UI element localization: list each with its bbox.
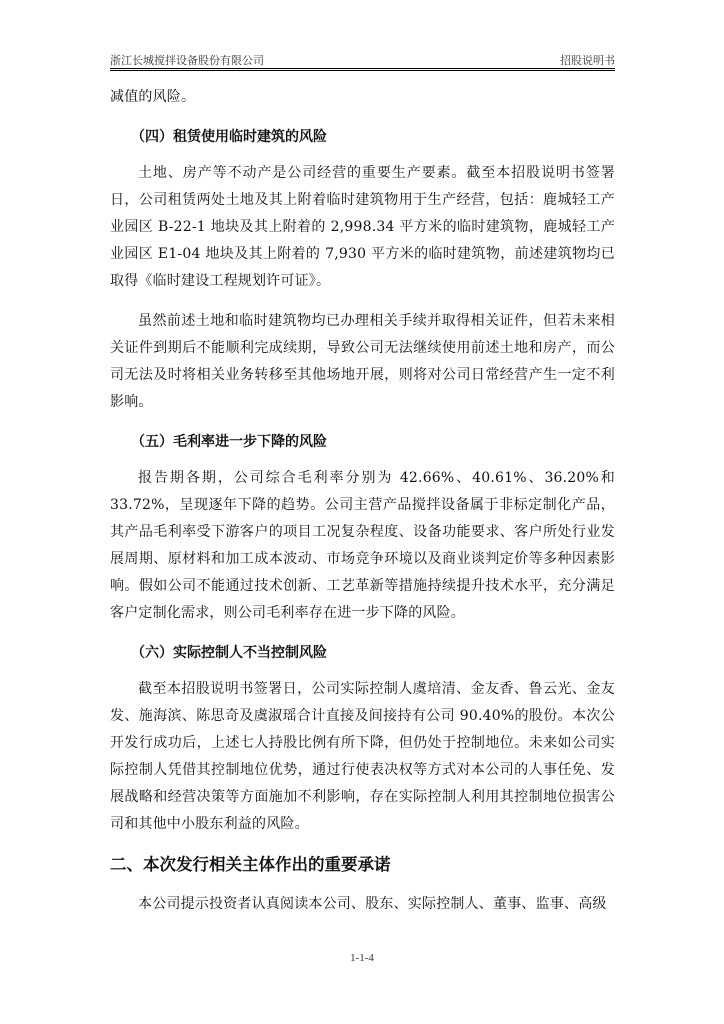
document-body [110,84,615,931]
subheading-control-risk: （六）实际控制人不当控制风险 [131,645,327,661]
page-header [110,50,615,68]
paragraph-lease-1: 土地、房产等不动产是公司经营的重要生产要素。截至本招股说明书签署日，公司租赁两处土地及其上附着临时建筑物用于生产经营，包括：鹿城轻工产业园区 B-22-1 地块及其上附着的 2,998.34 平方米的临时建筑物，鹿城轻工产业园区 E1-04 地块及其上附着的 7,930 平方米的临时建筑物，前述建筑物均已取得《临时建设工程规划许可证》。 [110,165,615,289]
page-number: 1-1-4 [350,952,374,964]
paragraph-lease-2: 虽然前述土地和临时建筑物均已办理相关手续并取得相关证件，但若未来相关证件到期后不能顺利完成续期，导致公司无法继续使用前述土地和房产，而公司无法及时将相关业务转移至其他场地开展，则将对公司日常经营产生一定不利影响。 [110,313,615,410]
paragraph-margin: 报告期各期，公司综合毛利率分别为 42.66%、40.61%、36.20%和 33.72%，呈现逐年下降的趋势。公司主营产品搅拌设备属于非标定制化产品，其产品毛利率受下游客户的项目工况复杂程度、设备功能要求、客户所处行业发展周期、原材料和加工成本波动、市场竞争环境以及商业谈判定价等多种因素影响。假如公司不能通过技术创新、工艺革新等措施持续提升技术水平，充分满足客户定制化需求，则公司毛利率存在进一步下降的风险。 [110,470,615,621]
subheading-margin-risk: （五）毛利率进一步下降的风险 [131,434,327,450]
header-document-type: 招股说明书 [560,54,615,67]
header-rule [110,68,615,71]
subheading-lease-risk: （四）租赁使用临时建筑的风险 [131,129,327,145]
paragraph-commitments: 本公司提示投资者认真阅读本公司、股东、实际控制人、董事、监事、高级 [138,896,607,912]
section-heading-commitments: 二、本次发行相关主体作出的重要承诺 [110,855,391,874]
paragraph-continued: 减值的风险。 [110,89,196,105]
paragraph-control: 截至本招股说明书签署日，公司实际控制人虞培清、金友香、鲁云光、金友发、施海滨、陈思奇及虞淑瑶合计直接及间接持有公司 90.40%的股份。本次公开发行成功后，上述七人持股比例有所下降，但仍处于控制地位。未来如公司实际控制人凭借其控制地位优势，通过行使表决权等方式对本公司的人事任免、发展战略和经营决策等方面施加不利影响，存在实际控制人利用其控制地位损害公司和其他中小股东利益的风险。 [110,681,615,832]
header-company-name: 浙江长城搅拌设备股份有限公司 [110,54,264,67]
